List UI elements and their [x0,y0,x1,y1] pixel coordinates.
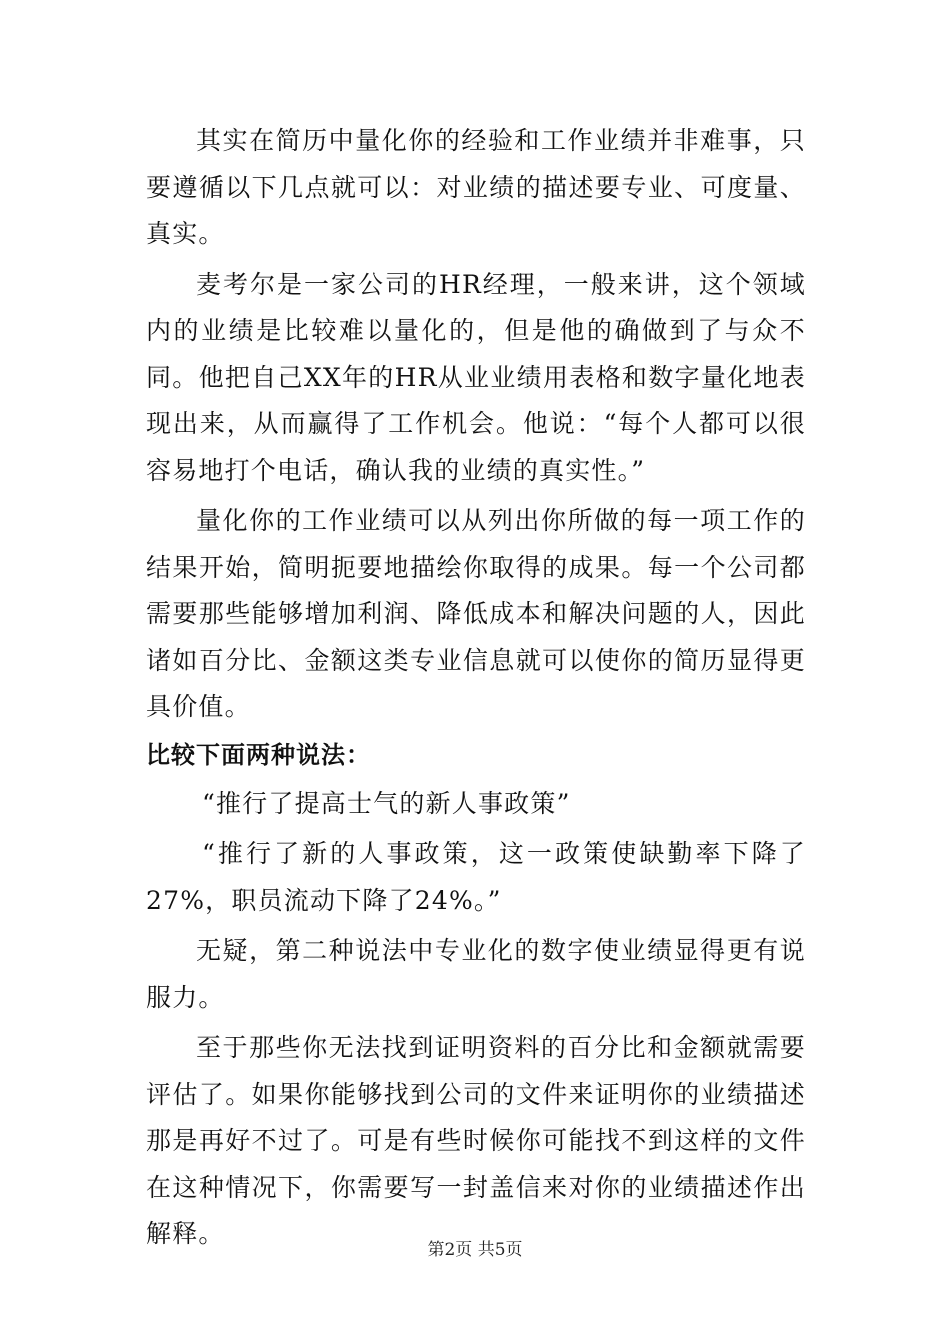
paragraph-estimate-advice: 至于那些你无法找到证明资料的百分比和金额就需要评估了。如果你能够找到公司的文件来证明你的业绩描述那是再好不过了。可是有些时候你可能找不到这样的文件在这种情况下，你需要写一封盖信来对你的业绩描述作出解释。 [146,1033,806,1248]
paragraph-quantify-method: 量化你的工作业绩可以从列出你所做的每一项工作的结果开始，简明扼要地描绘你取得的成果。每一个公司都需要那些能够增加利润、降低成本和解决问题的人，因此诸如百分比、金额这类专业信息就可以使你的简历显得更具价值。 [146,506,806,721]
quote-statement-one: “推行了提高士气的新人事政策” [202,788,571,818]
document-body [146,118,806,1262]
section-heading-compare: 比较下面两种说法： [146,740,371,769]
page-number-footer: 第2页 共5页 [427,1240,523,1260]
paragraph-conclusion: 无疑，第二种说法中专业化的数字使业绩显得更有说服力。 [146,936,806,1012]
paragraph-mccall-example: 麦考尔是一家公司的HR经理，一般来讲，这个领域内的业绩是比较难以量化的，但是他的确做到了与众不同。他把自己XX年的HR从业业绩用表格和数字量化地表现出来，从而赢得了工作机会。他说：“每个人都可以很容易地打个电话，确认我的业绩的真实性。” [146,269,806,485]
quote-statement-two: “推行了新的人事政策，这一政策使缺勤率下降了27%，职员流动下降了24%。” [146,839,806,915]
paragraph-quantify-intro: 其实在简历中量化你的经验和工作业绩并非难事，只要遵循以下几点就可以：对业绩的描述要专业、可度量、真实。 [146,126,806,248]
